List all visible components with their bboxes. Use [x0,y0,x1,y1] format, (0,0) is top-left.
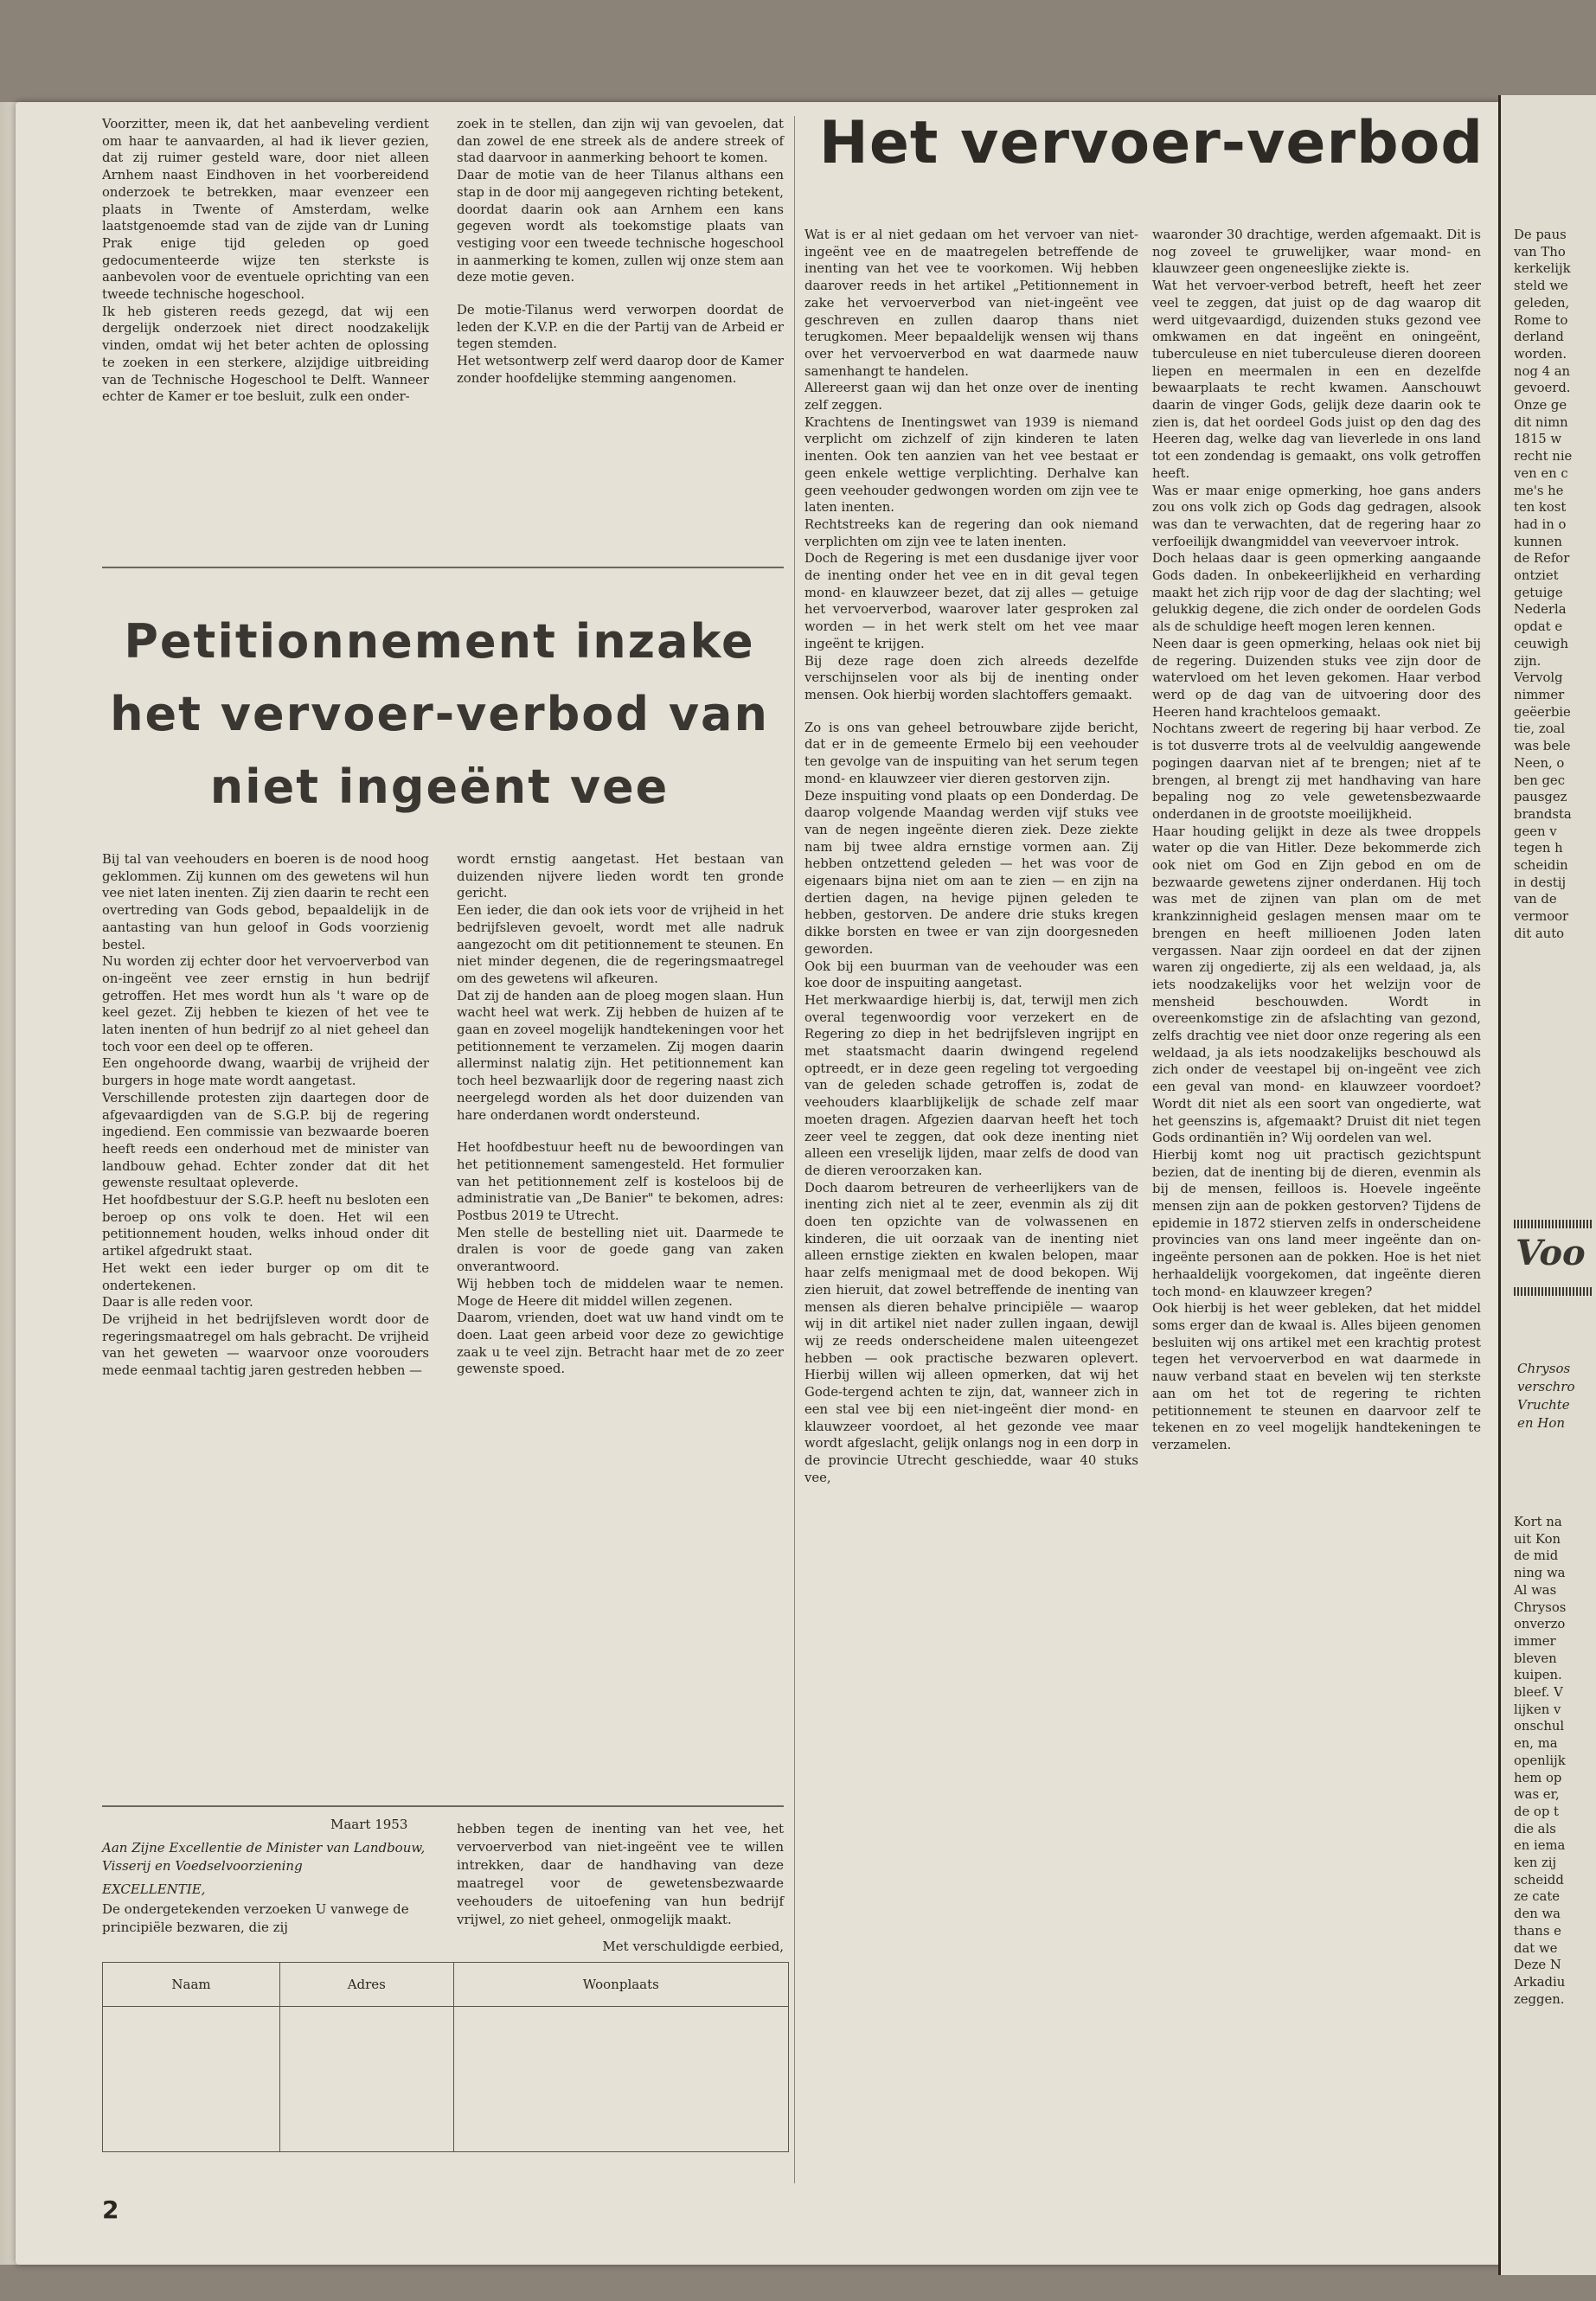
paragraph: Nu worden zij echter door het vervoerverbod van on-ingeënt vee zeer ernstig in hun bedrijf getroffen. Het mes wordt hun als 't ware op de keel gezet. Zij hebben te kiezen of het vee te laten inenten of hun bedrijf zo al niet geheel dan toch voor een deel op te offeren. [102,954,429,1054]
headline-line: het vervoer-verbod van [110,687,769,741]
petition-column-2 [457,851,784,1378]
petition-column-1 [102,851,429,1380]
paragraph: Een ongehoorde dwang, waarbij de vrijheid der burgers in hoge mate wordt aangetast. [102,1056,429,1089]
vervoer-column-1 [804,227,1138,1486]
column-header-residence: Woonplaats [453,1963,788,2007]
paragraph: wordt ernstig aangetast. Het bestaan van duizenden nijvere lieden wordt ten gronde gericht. [457,852,784,901]
column-header-address: Adres [280,1963,454,2007]
petition-request: De ondergetekenden verzoeken U vanwege de principiële bezwaren, die zij [102,1901,409,1935]
paragraph: Bij deze rage doen zich alreeds dezelfde verschijnselen voor als bij de inenting onder mensen. Ook hierbij worden slachtoffers gemaakt. [804,653,1138,702]
next-page-subtitle: Chrysos verschro Vruchte en Hon [1517,1361,1575,1431]
paragraph: Deze inspuiting vond plaats op een Donderdag. De daarop volgende Maandag werden vijf stuks vee van de negen ingeënte dieren ziek. Deze ziekte nam bij twee aldra ernstige vormen aan. Zij hebben ontzettend geleden — het was voor de eigenaars bijna niet om aan te zien — en zijn na dertien dagen, na hevige pijnen geleden te hebben, gestorven. De andere drie stuks kregen dikke borsten en twee er van zijn doorgesneden geworden. [804,788,1138,957]
paragraph: Ook bij een buurman van de veehouder was een koe door de inspuiting aangetast. [804,958,1138,991]
paragraph: Daar de motie van de heer Tilanus althans een stap in de door mij aangegeven richting betekent, doordat daarin ook aan Arnhem een kans gegeven wordt als toekomstige plaats van vestiging voor een tweede technische hogeschool in aanmerking te komen, zullen wij onze stem aan deze motie geven. [457,168,784,285]
column-header-name: Naam [103,1963,280,2007]
paragraph: Rechtstreeks kan de regering dan ook niemand verplichten om zijn vee te laten inenten. [804,516,1138,549]
section-divider [102,567,784,568]
paragraph: Hierbij komt nog uit practisch gezichtspunt bezien, dat de inenting bij de dieren, evenmin als bij de mensen, feilloos is. Hoevele ingeënte mensen zijn aan de pokken gestorven? Tijdens de epidemie in 1872 stierven zelfs in onderscheidene provincies van ons land meer ingeënte dan on-ingeënte personen aan de pokken. Hoe is het niet herhaaldelijk voorgekomen, dat ingeënte dieren toch mond- en klauwzeer kregen? [1152,1147,1481,1299]
paragraph: Daarom, vrienden, doet wat uw hand vindt om te doen. Laat geen arbeid voor deze zo gewichtige zaak u te veel zijn. Betracht haar met de zo zeer gewenste spoed. [457,1311,784,1377]
column-divider [794,116,795,2183]
paragraph: De motie-Tilanus werd verworpen doordat de leden der K.V.P. en die der Partij van de Arbeid er tegen stemden. [457,303,784,352]
next-page-text-bottom: Kort na uit Kon de mid ning wa Al was Chrysos onverzo immer bleven kuipen. bleef. V lijken v onschul en, ma openlijk hem op was er, de op t die als en iema ken zij scheidd ze cate den wa thans e dat we Deze N Arkadiu zeggen. [1514,1515,1567,2007]
next-page-heading: Voo [1516,1233,1586,1273]
headline-line: niet ingeënt vee [209,760,670,814]
paragraph: Dat zij de handen aan de ploeg mogen slaan. Hun wacht heel wat werk. Zij hebben de huizen af te gaan en zoveel mogelijk handtekeningen voor het petitionnement te verzamelen. Zij mogen daarin allerminst nalatig zijn. Het petitionnement kan toch heel bezwaarlijk door de regering naast zich neergelegd worden als het door duizenden van hare onderdanen wordt ondersteund. [457,988,784,1123]
section-divider [102,1805,784,1807]
paragraph: Doch daarom betreuren de verheerlijkers van de inenting zich niet al te zeer, evenmin als zij dit doen ten opzichte van de volwassenen en kinderen, die uit oorzaak van de inenting niet alleen ernstige ziekten en kwalen belopen, maar haar zelfs menigmaal met de dood bekopen. Wij zien hieruit, dat zowel betreffende de inenting van mensen als dieren behalve principiële — waarop wij in dit artikel niet nader zullen ingaan, dewijl wij ze reeds onderscheidene malen uiteengezet hebben — ook practische bezwaren oplevert. Hierbij willen wij alleen opmerken, dat wij het Gode-tergend achten te zijn, dat, wanneer zich in een stal vee bij een niet-ingeënt dier mond- en klauwzeer voordoet, al het gezonde vee maar wordt afgeslacht, gelijk onlangs nog in een dorp in de provincie Utrecht geschiedde, waar 40 stuks vee, [804,1180,1138,1485]
paragraph: Ik heb gisteren reeds gezegd, dat wij een dergelijk onderzoek niet direct noodzakelijk vinden, omdat wij het beter achten de oplossing te zoeken in een sterkere, alzijdige uitbreiding van de Technische Hogeschool te Delft. Wanneer echter de Kamer er toe besluit, zulk een onder- [102,304,429,405]
vervoer-headline: Het vervoer-verbod [818,109,1484,177]
petition-text-column-2 [457,1820,784,1956]
paragraph: Allereerst gaan wij dan het onze over de inenting zelf zeggen. [804,381,1138,413]
petition-address: Aan Zijne Excellentie de Minister van Landbouw, Visserij en Voedselvoorziening [102,1840,426,1874]
paragraph: Zo is ons van geheel betrouwbare zijde bericht, dat er in de gemeente Ermelo bij een veehouder ten gevolge van de inspuiting van het serum tegen mond- en klauwzeer vier dieren gestorven zijn. [804,720,1138,786]
paragraph: Nochtans zweert de regering bij haar verbod. Ze is tot dusverre trots al de veelvuldig aangewende pogingen daarvan niet af te brengen; niet af te brengen, al brengt zij met handhaving van hare bepaling nog zo vele gewetensbezwaarde onderdanen in de grootste moeilijkheid. [1152,721,1481,822]
petition-address-block [102,1839,426,1937]
paragraph: Doch helaas daar is geen opmerking aangaande Gods daden. In onbekeerlijkheid en verharding maakt het zich rijp voor de dag der slachting; wel gelukkig degene, die zich onder de oordelen Gods als de schuldige heeft mogen leren kennen. [1152,551,1481,635]
paragraph: Krachtens de Inentingswet van 1939 is niemand verplicht om zichzelf of zijn kinderen te laten inenten. Ook ten aanzien van het vee bestaat er geen enkele wettige verplichting. Derhalve kan geen veehouder gedwongen worden om zijn vee te laten inenten. [804,414,1138,516]
decorative-rule [1514,1220,1592,1228]
paragraph: zoek in te stellen, dan zijn wij van gevoelen, dat dan zowel de ene streek als de andere streek of stad daarvoor in aanmerking behoort te komen. [457,117,784,166]
decorative-rule [1514,1287,1592,1296]
paragraph: Daar is alle reden voor. [102,1295,253,1311]
paragraph: Was er maar enige opmerking, hoe gans anders zou ons volk zich op Gods dag gedragen, alsook was dan te verwachten, dat de regering haar zo verfoeilijk dwangmiddel van veevervoer introk. [1152,483,1481,549]
petition-date: Maart 1953 [330,1817,408,1832]
paragraph: Verschillende protesten zijn daartegen door de afgevaardigden van de S.G.P. bij de regering ingediend. Een commissie van bezwaarde boeren heeft reeds een onderhoud met de minister van landbouw gehad. Echter zonder dat dit het gewenste resultaat opleverde. [102,1090,429,1191]
page-number: 2 [102,2195,119,2224]
vervoer-column-2 [1152,227,1481,1454]
petition-closing: Met verschuldigde eerbied, [602,1939,784,1954]
signature-cell[interactable] [453,2007,788,2152]
paragraph: Wij hebben toch de middelen waar te nemen. Moge de Heere dit middel willen zegenen. [457,1276,784,1309]
top-column-2 [457,116,784,388]
paragraph: waaronder 30 drachtige, werden afgemaakt. Dit is nog zoveel te gruwelijker, waar mond- en klauwzeer geen ongeneeslijke ziekte is. [1152,228,1481,277]
paragraph: Wat is er al niet gedaan om het vervoer van niet-ingeënt vee en de maatregelen betreffende de inenting van het vee te voorkomen. Wij hebben daarover reeds in het artikel „Petitionnement in zake het vervoerverbod van niet-ingeënt vee geschreven en zullen daarop thans niet terugkomen. Meer bepaaldelijk wensen wij thans over het vervoerverbod en wat daarmede nauw samenhangt te handelen. [804,228,1138,379]
paragraph: Wat het vervoer-verbod betreft, heeft het zeer veel te zeggen, dat juist op de dag waarop dit werd uitgevaardigd, duizenden stuks gezond vee omkwamen en dat ingeënt en oningeënt, tuberculeuse en niet tuberculeuse dieren dooreen liepen en meermalen in een en dezelfde bewaarplaats te recht kwamen. Aanschouwt daarin de vinger Gods, gelijk deze daarin ook te zien is, dat het oordeel Gods juist op den dag des Heeren dag, welke dag van lieverlede in ons land tot een zondendag is gemaakt, ons volk getroffen heeft. [1152,279,1481,481]
signature-cell[interactable] [280,2007,454,2152]
paragraph: Het wetsontwerp zelf werd daarop door de Kamer zonder hoofdelijke stemming aangenomen. [457,354,784,386]
signature-table [102,1962,789,2152]
petition-headline [102,606,777,824]
paragraph: Het wekt een ieder burger op om dit te ondertekenen. [102,1260,429,1293]
paragraph: Doch de Regering is met een dusdanige ijver voor de inenting onder het vee en in dit geval tegen mond- en klauwzeer bezet, dat zij alles — getuige het vervoerverbod, waarover later gesproken zal worden — in het werk stelt om het vee maar ingeënt te krijgen. [804,551,1138,651]
paragraph: Het merkwaardige hierbij is, dat, terwijl men zich overal tegenwoordig voor verzekert en de Regering zo diep in het bedrijfsleven ingrijpt en met staatsmacht daarin dwingend regelend optreedt, er in deze geen regeling tot vergoeding van de geleden schade getroffen is, zodat de veehouders klaarblijkelijk de schade zelf maar moeten dragen. Afgezien daarvan heeft het toch zeer veel te zeggen, dat ook deze inenting niet alleen een vreselijk lijden, maar zelfs de dood van de dieren veroorzaken kan. [804,992,1138,1178]
paragraph: Een ieder, die dan ook iets voor de vrijheid in het bedrijfsleven gevoelt, wordt met alle nadruk aangezocht om dit petitionnement te steunen. En niet minder degenen, die de regeringsmaatregel om des gewetens wil afkeuren. [457,903,784,986]
paragraph: Bij tal van veehouders en boeren is de nood hoog geklommen. Zij kunnen om des gewetens wil hun vee niet laten inenten. Zij zien daarin te recht een overtreding van Gods gebod, bepaaldelijk in de aantasting van hun geloof in Gods voorzienig bestel. [102,852,429,952]
paragraph: Haar houding gelijkt in deze als twee droppels water op die van Hitler. Deze bekommerde zich ook niet om God en Zijn gebod en om de bezwaarde gewetens zijner onderdanen. Hij toch was met de zijnen van plan om de met krankzinnigheid geslagen mensen maar om te brengen en heeft millioenen Joden laten vergassen. Naar zijn oordeel en dat der zijnen waren zij ongedierte, zij als een weldaad, ja, als iets noodzakelijks voor het welzijn voor de mensheid beschouwden. Wordt in overeenkomstige zin de afslachting van gezond, zelfs drachtig vee niet door onze regering als een weldaad, ja als iets noodzakelijks beschouwd als zich onder de veestapel bij on-ingeënt vee zich een geval van mond- en klauwzeer voordoet? Wordt dit niet als een soort van ongedierte, wat het geenszins is, afgemaakt? Druist dit niet tegen Gods ordinantiën in? Wij oordelen van wel. [1152,824,1481,1146]
paragraph: Het hoofdbestuur der S.G.P. heeft nu besloten een beroep op ons volk te doen. Het wil een petitionnement houden, welks inhoud onder dit artikel afgedrukt staat. [102,1193,429,1259]
paragraph: De vrijheid in het bedrijfsleven wordt door de regeringsmaatregel om hals gebracht. De vrijheid van het geweten — waarvoor onze voorouders mede eenmaal tachtig jaren gestreden hebben — [102,1311,429,1379]
paragraph: Men stelle de bestelling niet uit. Daarmede te dralen is voor de goede gang van zaken onverantwoord. [457,1225,784,1275]
paragraph: hebben tegen de inenting van het vee, het vervoerverbod van niet-ingeënt vee te willen intrekken, daar de handhaving van deze maatregel voor de gewetensbezwaarde veehouders de uitoefening van hun bedrijf vrijwel, zo niet geheel, onmogelijk maakt. [457,1821,784,1927]
paragraph: Voorzitter, meen ik, dat het aanbeveling verdient om haar te aanvaarden, al had ik liever gezien, dat zij ruimer gesteld ware, door niet alleen Arnhem naast Eindhoven in het voorbereidend onderzoek te betrekken, maar evenzeer een plaats in Twente of Amsterdam, welke laatstgenoemde stad van de zijde van dr Luning Prak enige tijd geleden op goed gedocumenteerde wijze ten sterkste is aanbevolen voor de eventuele oprichting van een tweede technische hogeschool. [102,117,429,303]
paragraph: Het hoofdbestuur heeft nu de bewoordingen van het petitionnement samengesteld. Het formulier van het petitionnement zelf is kosteloos bij de administratie van „De Banier" te bekomen, adres: Postbus 2019 te Utrecht. [457,1140,784,1224]
paragraph: Neen daar is geen opmerking, helaas ook niet bij de regering. Duizenden stuks vee zijn door de watervloed om het leven gekomen. Haar verbod werd op de dag van de uitvoering door des Heeren hand krachteloos gemaakt. [1152,636,1481,720]
signature-cell[interactable] [103,2007,280,2152]
next-page-text-top: De paus van Tho kerkelijk steld we geleden, Rome to derland worden. nog 4 an gevoerd. Onze ge dit nimn 1815 w recht nie ven en c me's he ten kost had in o kunnen de Refor ontziet getuige Nederla opdat e ceuwigh zijn. Vervolg nimmer geëerbie tie, zoal was bele Neen, o ben gec pausgez brandsta geen v tegen h scheidin in destij van de vermoor dit auto [1514,228,1573,941]
petition-salutation: EXCELLENTIE, [102,1881,206,1897]
top-column-1 [102,116,429,406]
headline-line: Petitionnement inzake [124,614,755,669]
paragraph: Ook hierbij is het weer gebleken, dat het middel soms erger dan de kwaal is. Alles bijeen genomen besluiten wij ons artikel met een krachtig protest tegen het vervoerverbod en wat daarmede in nauw verband staat en bevelen wij ten sterkste aan om het tot de regering te richten petitionnement te steunen en daarvoor zelf te tekenen en zo veel mogelijk handtekeningen te verzamelen. [1152,1301,1481,1452]
